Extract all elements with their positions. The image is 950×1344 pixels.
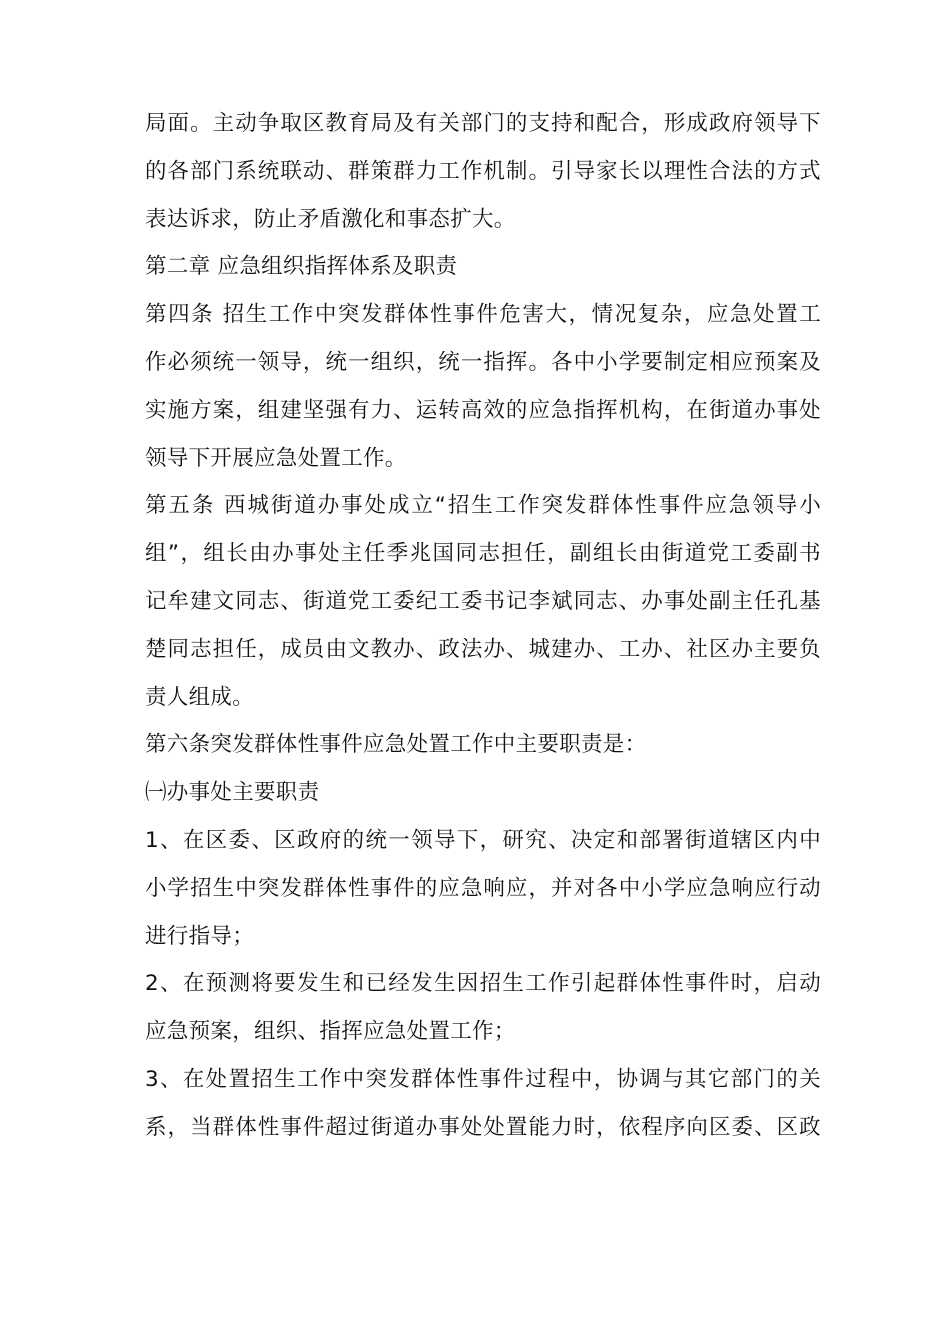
text-line: 第六条突发群体性事件应急处置工作中主要职责是：: [145, 732, 647, 758]
text-line: 系，当群体性事件超过街道办事处处置能力时，依程序向区委、区政: [145, 1114, 821, 1140]
text-line: 组”，组长由办事处主任季兆国同志担任，副组长由街道党工委副书: [145, 541, 821, 567]
text-line: 的各部门系统联动、群策群力工作机制。引导家长以理性合法的方式: [145, 158, 821, 184]
text-line: 楚同志担任，成员由文教办、政法办、城建办、工办、社区办主要负: [145, 636, 821, 662]
section-heading: ㈠办事处主要职责: [145, 780, 320, 806]
text-line: 第四条 招生工作中突发群体性事件危害大，情况复杂，应急处置工: [145, 302, 821, 328]
text-line: 1、在区委、区政府的统一领导下，研究、决定和部署街道辖区内中: [145, 827, 821, 853]
text-line: 领导下开展应急处置工作。: [145, 445, 407, 471]
text-line: 进行指导；: [145, 923, 255, 949]
text-line: 小学招生中突发群体性事件的应急响应，并对各中小学应急响应行动: [145, 875, 821, 901]
text-line: 3、在处置招生工作中突发群体性事件过程中，协调与其它部门的关: [145, 1066, 821, 1092]
text-line: 实施方案，组建坚强有力、运转高效的应急指挥机构，在街道办事处: [145, 397, 821, 423]
text-line: 局面。主动争取区教育局及有关部门的支持和配合，形成政府领导下: [145, 111, 821, 136]
text-line: 作必须统一领导，统一组织，统一指挥。各中小学要制定相应预案及: [145, 349, 821, 375]
chapter-heading: 第二章 应急组织指挥体系及职责: [145, 254, 458, 280]
text-line: 记牟建文同志、街道党工委纪工委书记李斌同志、办事处副主任孔基: [145, 588, 821, 614]
text-line: 第五条 西城街道办事处成立“招生工作突发群体性事件应急领导小: [145, 493, 821, 519]
text-line: 2、在预测将要发生和已经发生因招生工作引起群体性事件时，启动: [145, 971, 821, 997]
text-line: 表达诉求，防止矛盾激化和事态扩大。: [145, 206, 516, 232]
document-page: [145, 100, 821, 1152]
text-line: 责人组成。: [145, 684, 255, 710]
text-line: 应急预案，组织、指挥应急处置工作；: [145, 1019, 516, 1045]
